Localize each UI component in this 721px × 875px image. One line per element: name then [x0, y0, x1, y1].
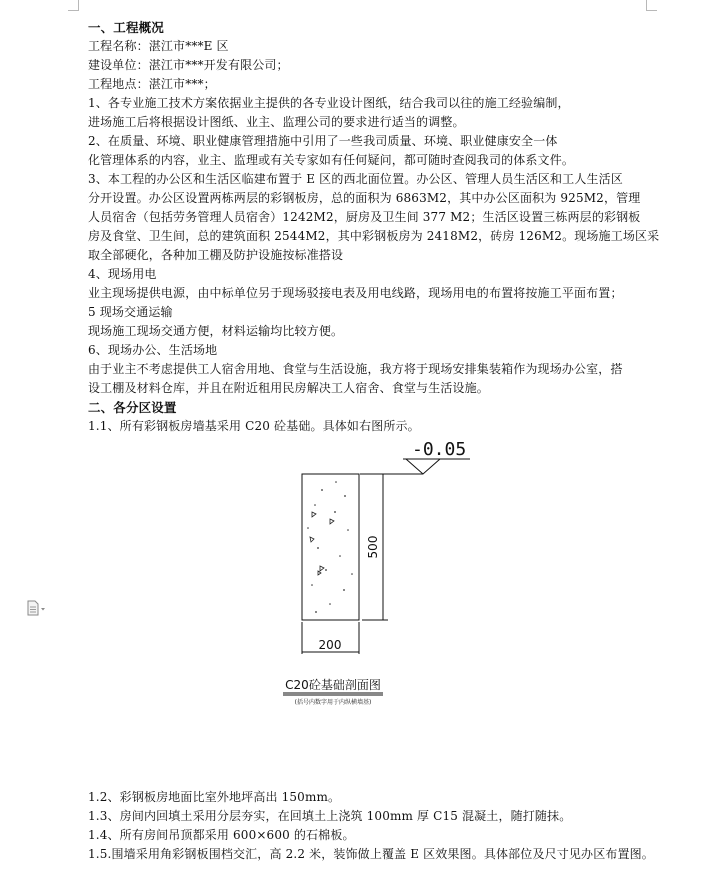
text-line: 1.1、所有彩钢板房墙基采用 C20 砼基础。具体如右图所示。 [88, 419, 420, 433]
text-line: 建设单位：湛江市***开发有限公司； [88, 58, 289, 72]
text-line: 1.4、所有房间吊顶都采用 600×600 的石棉板。 [88, 828, 355, 842]
text-line: 工程名称：湛江市***E 区 [88, 39, 229, 53]
width-dimension-label: 200 [318, 638, 342, 652]
heading-zone-settings: 二、各分区设置 [88, 400, 177, 415]
text-line: 设工棚及材料仓库，并且在附近租用民房解决工人宿舍、食堂与生活设施。 [88, 381, 489, 395]
document-body-lower [88, 788, 658, 864]
text-line: 6、现场办公、生活场地 [88, 343, 218, 357]
concrete-hatch [307, 481, 353, 613]
elevation-triangle [406, 459, 440, 474]
document-body [88, 18, 660, 436]
text-line: 现场施工现场交通方便，材料运输均比较方便。 [88, 324, 344, 338]
text-line: 分开设置。办公区设置两栋两层的彩钢板房，总的面积为 6863M2，其中办公区面积为 925M2，管理 [88, 191, 641, 205]
page-corner-mark-left [68, 0, 79, 11]
text-line: 1.3、房间内回填土采用分层夯实，在回填土上浇筑 100mm 厚 C15 混凝土，随打随抹。 [88, 809, 572, 823]
text-line: 1、各专业施工技术方案依据业主提供的各专业设计图纸，结合我司以往的施工经验编制， [88, 96, 570, 110]
text-line: 业主现场提供电源，由中标单位另于现场驳接电表及用电线路，现场用电的布置将按施工平面布置； [88, 286, 623, 300]
text-line: 工程地点：湛江市***； [88, 77, 216, 91]
text-line: 取全部硬化，各种加工棚及防护设施按标准搭设 [88, 248, 344, 262]
text-line: 房及食堂、卫生间，总的建筑面积 2544M2，其中彩钢板房为 2418M2，砖房 126M2。现场施工场区采 [88, 229, 660, 243]
heading-project-overview: 一、工程概况 [88, 20, 164, 35]
height-dimension-label: 500 [366, 535, 380, 559]
drawing-note: (括号内数字用于内纵横墙基) [294, 699, 372, 706]
text-line: 3、本工程的办公区和生活区临建布置于 E 区的西北面位置。办公区、管理人员生活区和工人生活区 [88, 172, 623, 186]
text-line: 2、在质量、环境、职业健康管理措施中引用了一些我司质量、环境、职业健康安全一体 [88, 134, 558, 148]
text-line: 1.2、彩钢板房地面比室外地坪高出 150mm。 [88, 790, 341, 804]
aggregate-triangles [310, 512, 334, 575]
foundation-section [302, 474, 359, 620]
text-line: 进场施工后将根据设计图纸、业主、监理公司的要求进行适当的调整。 [88, 115, 465, 129]
text-line: 人员宿舍（包括劳务管理人员宿舍）1242M2，厨房及卫生间 377 M2；生活区设置三栋两层的彩钢板 [88, 210, 641, 224]
text-line: 1.5.围墙采用角彩钢板围档交汇，高 2.2 米，装饰做上覆盖 E 区效果图。具体部位及尺寸见办区布置图。 [88, 847, 654, 861]
document-icon[interactable] [26, 600, 48, 616]
page-corner-mark-right [646, 0, 657, 11]
elevation-label: -0.05 [412, 439, 467, 460]
text-line: 5 现场交通运输 [88, 305, 173, 319]
drawing-caption: C20砼基础剖面图 [285, 678, 381, 692]
text-line: 4、现场用电 [88, 267, 157, 281]
text-line: 化管理体系的内容，业主、监理或有关专家如有任何疑问，都可随时查阅我司的体系文件。 [88, 153, 575, 167]
text-line: 由于业主不考虑提供工人宿舍用地、食堂与生活设施，我方将于现场安排集装箱作为现场办公室，搭 [88, 362, 623, 376]
